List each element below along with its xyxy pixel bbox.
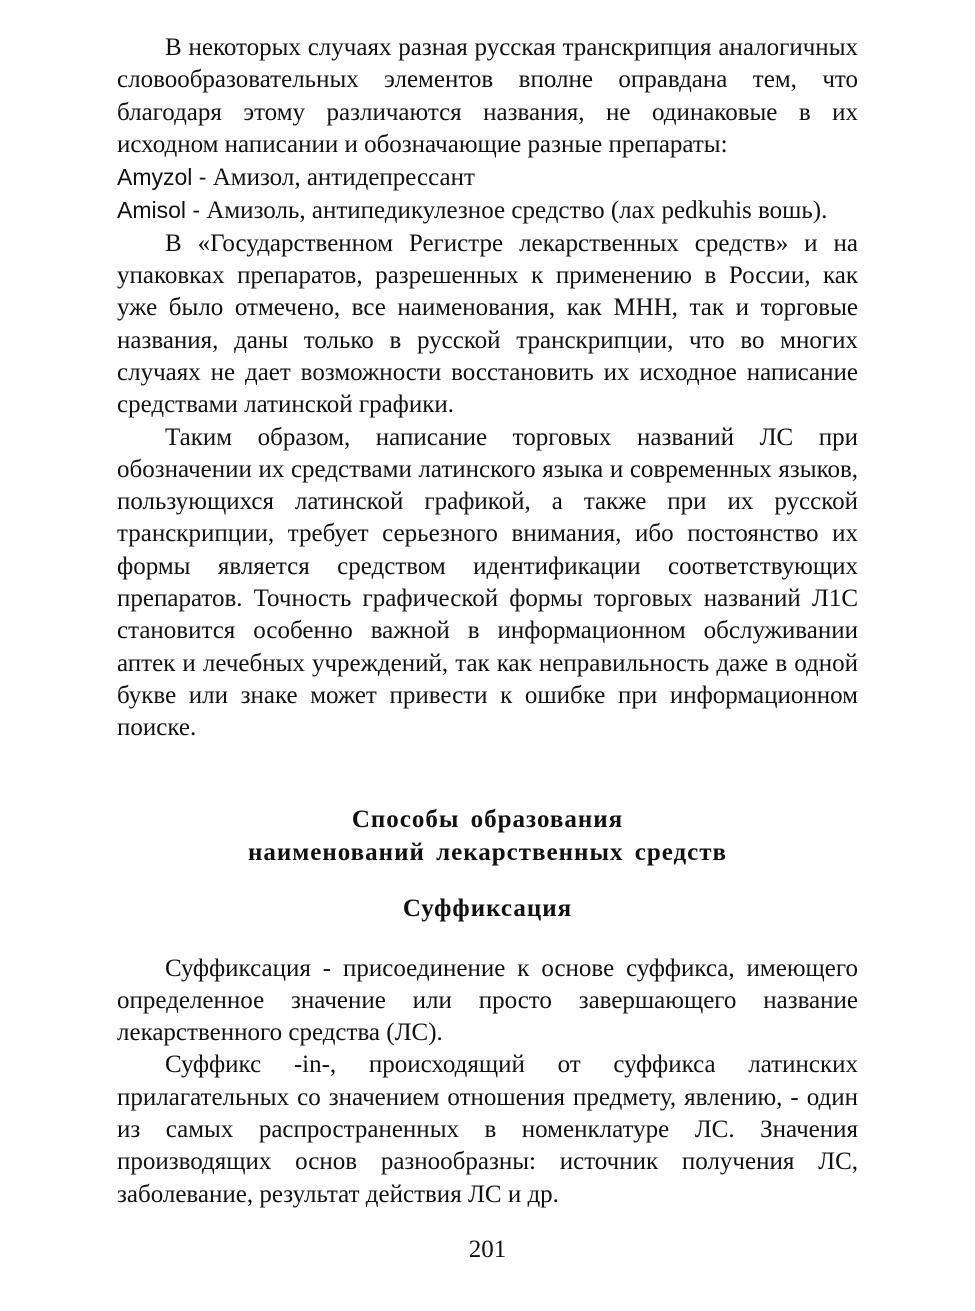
example-amyzol <box>117 161 858 194</box>
example-description: Амизол, антидепрессант <box>206 164 475 192</box>
example-amisol <box>117 194 858 227</box>
spacer <box>117 869 858 892</box>
example-term: Amisol - <box>117 197 201 224</box>
paragraph-suffix-in: Суффикс -in-, происходящий от суффикса латинских прилагательных со значением отношения предмету, явлению, - один из самых распространенных в номенклатуре ЛС. Значения производящих основ разнообразны: источник получения ЛС, заболевание, результат действия ЛС и др. <box>117 1051 858 1208</box>
spacer <box>117 745 858 803</box>
example-term: Amyzol - <box>117 164 207 191</box>
example-description: Амизоль, антипедикулезное средство (лах pedkuhis вошь). <box>200 197 828 225</box>
paragraph-register: В «Государственном Регистре лекарственных средств» и на упаковках препаратов, разрешенных к применению в России, как уже было отмечено, все наименования, как МНН, так и торговые названия, даны только в русской транскрипции, что во многих случаях не дает возможности восстановить их исходное написание средствами латинской графики. <box>117 229 858 419</box>
subsection-heading: Суффиксация <box>402 894 573 922</box>
paragraph-transcription: В некоторых случаях разная русская транскрипция аналогичных словообразовательных элементов вполне оправдана тем, что благодаря этому различаются названия, не одинаковые в их исходном написании и обозначающие разные препараты: <box>117 34 858 158</box>
section-heading-line-2: наименований лекарственных средств <box>247 838 728 866</box>
page-number: 201 <box>468 1236 507 1263</box>
section-heading-line-1: Способы образования <box>351 805 624 833</box>
page-body <box>117 32 858 1211</box>
spacer <box>117 925 858 953</box>
paragraph-suffixation-definition: Суффиксация - присоединение к основе суффикса, имеющего определенное значение или просто завершающего название лекарственного средства (ЛС). <box>117 954 858 1047</box>
paragraph-trade-names: Таким образом, написание торговых названий ЛС при обозначении их средствами латинского языка и современных языков, пользующихся латинской графикой, а также при их русской транскрипции, требует серьезного внимания, ибо постоянство их формы является средством идентификации соответствующих препаратов. Точность графической формы торговых названий Л1С становится особенно важной в информационном обслуживании аптек и лечебных учреждений, так как неправильность даже в одной букве или знаке может привести к ошибке при информационном поиске. <box>117 423 858 742</box>
